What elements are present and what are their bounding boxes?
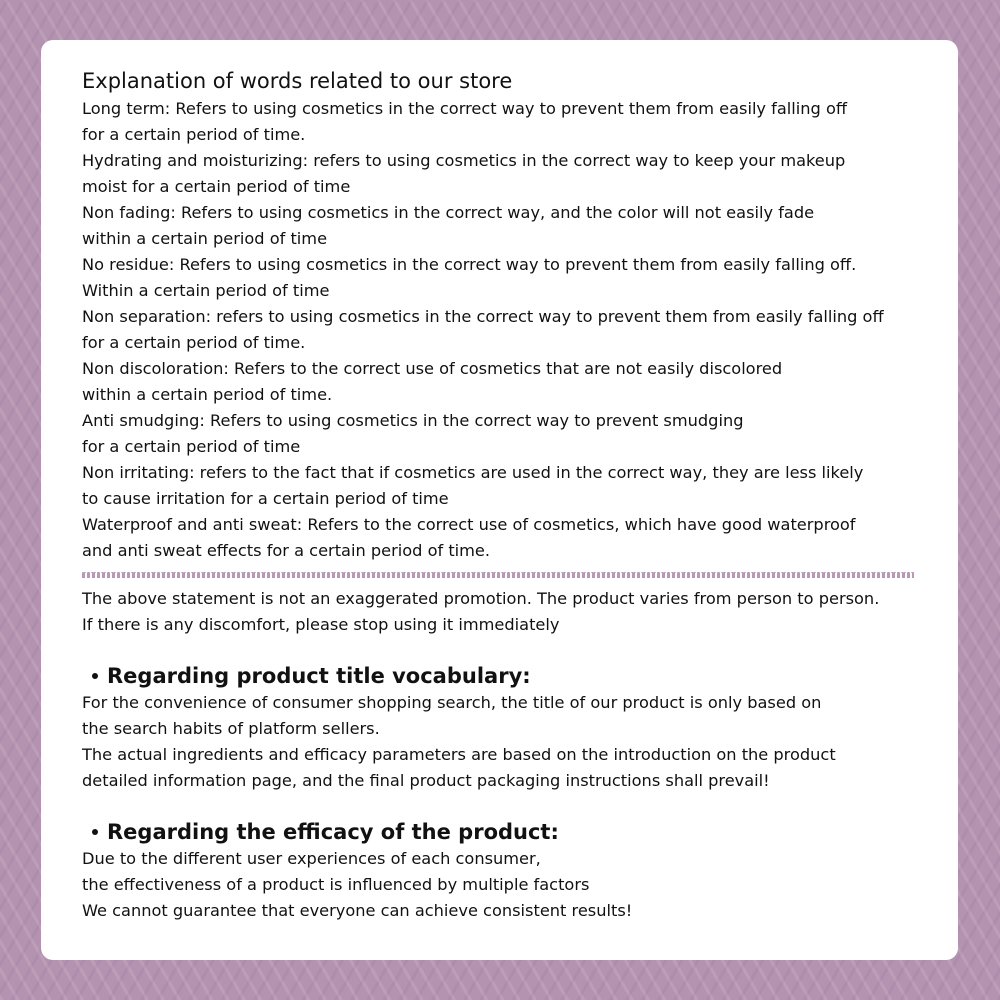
content-card	[41, 40, 958, 960]
wavy-divider	[82, 572, 914, 578]
bullet-icon	[92, 829, 98, 835]
definition-line: to cause irritation for a certain period of time	[82, 489, 449, 508]
definition-line: for a certain period of time.	[82, 125, 306, 144]
section-line: We cannot guarantee that everyone can achieve consistent results!	[82, 901, 633, 920]
section-line: the search habits of platform sellers.	[82, 719, 380, 738]
definition-line: No residue: Refers to using cosmetics in the correct way to prevent them from easily falling off.	[82, 255, 857, 274]
definition-line: within a certain period of time	[82, 229, 328, 248]
section-heading: Regarding product title vocabulary:	[107, 664, 531, 688]
section-line: the effectiveness of a product is influenced by multiple factors	[82, 875, 590, 894]
definition-line: Anti smudging: Refers to using cosmetics in the correct way to prevent smudging	[82, 411, 744, 430]
bullet-icon	[92, 673, 98, 679]
section-line: For the convenience of consumer shopping search, the title of our product is only based on	[82, 693, 822, 712]
definitions-list	[82, 96, 938, 564]
page-title: Explanation of words related to our store	[82, 69, 513, 93]
section-line: Due to the different user experiences of each consumer,	[82, 849, 541, 868]
definition-line: and anti sweat effects for a certain period of time.	[82, 541, 491, 560]
disclaimer	[82, 586, 938, 638]
section-line: The actual ingredients and efficacy parameters are based on the introduction on the product	[82, 745, 836, 764]
definition-line: Long term: Refers to using cosmetics in the correct way to prevent them from easily falling off	[82, 99, 848, 118]
section-title-vocabulary	[82, 662, 938, 794]
disclaimer-line: The above statement is not an exaggerated promotion. The product varies from person to person.	[82, 589, 880, 608]
definition-line: Non fading: Refers to using cosmetics in the correct way, and the color will not easily fade	[82, 203, 815, 222]
definition-line: moist for a certain period of time	[82, 177, 351, 196]
definition-line: for a certain period of time.	[82, 333, 306, 352]
definition-line: Non discoloration: Refers to the correct use of cosmetics that are not easily discolored	[82, 359, 783, 378]
section-product-efficacy	[82, 818, 938, 924]
disclaimer-line: If there is any discomfort, please stop using it immediately	[82, 615, 560, 634]
definition-line: for a certain period of time	[82, 437, 301, 456]
definition-line: Hydrating and moisturizing: refers to using cosmetics in the correct way to keep your makeup	[82, 151, 846, 170]
section-heading: Regarding the efficacy of the product:	[107, 820, 559, 844]
definition-line: within a certain period of time.	[82, 385, 333, 404]
definition-line: Non irritating: refers to the fact that if cosmetics are used in the correct way, they are less likely	[82, 463, 864, 482]
section-line: detailed information page, and the final product packaging instructions shall prevail!	[82, 771, 770, 790]
definition-line: Non separation: refers to using cosmetics in the correct way to prevent them from easily falling off	[82, 307, 884, 326]
definition-line: Waterproof and anti sweat: Refers to the correct use of cosmetics, which have good waterproof	[82, 515, 856, 534]
definition-line: Within a certain period of time	[82, 281, 330, 300]
